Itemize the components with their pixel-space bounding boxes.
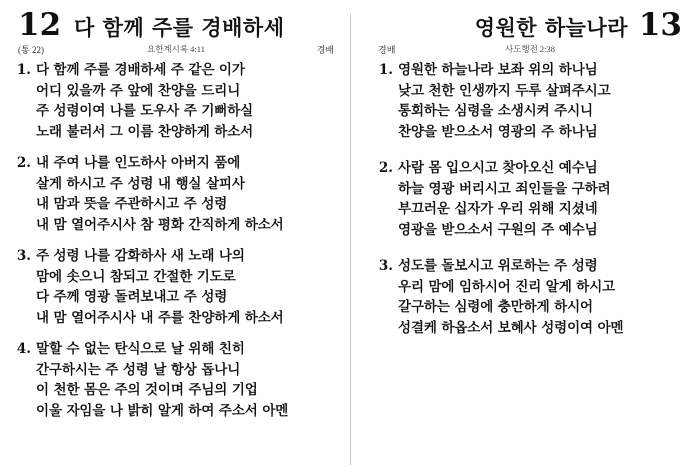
hymn-number-left: 12 — [18, 7, 62, 43]
hymn-column-right — [350, 7, 688, 469]
verse-line: 하늘 영광 버리시고 죄인들을 구하려 — [398, 180, 611, 197]
verse-line: 부끄러운 십자가 우리 위해 지셨네 — [398, 201, 598, 217]
verse-line: 내 맘과 뜻을 주관하시고 주 성령 — [36, 196, 228, 212]
verse-line: 갈구하는 심령에 충만하게 하시어 — [398, 299, 593, 315]
verse-line: 찬양을 받으소서 영광의 주 하나님 — [398, 123, 598, 140]
verse-line: 영원한 하늘나라 보좌 위의 하나님 — [398, 62, 598, 78]
verse-line: 주 성령 나를 감화하사 새 노래 나의 — [36, 248, 245, 264]
verse-line: 이울 자임을 나 밝히 알게 하여 주소서 아멘 — [36, 402, 289, 419]
hymn-meta-right — [372, 43, 688, 57]
verse — [16, 60, 340, 142]
verse — [16, 153, 340, 235]
verse-lines — [36, 339, 340, 421]
hymn-category-right: 경배 — [378, 45, 396, 55]
verse-number: 2. — [378, 160, 393, 176]
verse-list-left — [12, 60, 340, 421]
verse-line: 내 맘 열어주시사 참 평화 간직하게 하소서 — [36, 216, 284, 233]
verse — [376, 256, 688, 338]
verse-line: 맘에 솟으니 참되고 간절한 기도로 — [36, 268, 236, 285]
verse — [376, 158, 688, 240]
hymn-alt-number-left: (통 22) — [18, 45, 44, 55]
verse-lines — [36, 246, 340, 328]
verse — [16, 246, 340, 328]
hymn-number-right: 13 — [638, 7, 682, 43]
verse-line: 낮고 천한 인생까지 두루 살펴주시고 — [398, 82, 611, 99]
verse-line: 주 성령이여 나를 도우사 주 기뻐하실 — [36, 103, 254, 119]
hymn-title-right: 영원한 하늘나라 — [474, 15, 628, 40]
verse-line: 말할 수 없는 탄식으로 날 위해 친히 — [36, 341, 245, 357]
verse-number: 1. — [378, 62, 393, 78]
verse-line: 내 주여 나를 인도하사 아버지 품에 — [36, 155, 241, 171]
verse-lines — [398, 256, 688, 338]
hymn-column-left — [12, 7, 350, 469]
verse-lines — [398, 60, 688, 142]
verse — [16, 339, 340, 421]
verse — [376, 60, 688, 142]
verse-lines — [398, 158, 688, 240]
verse-number: 3. — [16, 248, 31, 264]
verse-line: 성도를 돌보시고 위로하는 주 성령 — [398, 258, 598, 274]
verse-number: 2. — [16, 155, 31, 171]
verse-line: 영광을 받으소서 구원의 주 예수님 — [398, 221, 598, 238]
verse-number: 1. — [16, 62, 31, 78]
verse-line: 통회하는 심령을 소생시켜 주시니 — [398, 103, 593, 119]
hymn-scripture-left: 요한계시록 4:11 — [147, 44, 205, 54]
verse-list-right — [372, 60, 688, 338]
verse-line: 다 주께 영광 돌려보내고 주 성령 — [36, 289, 228, 305]
verse-number: 3. — [378, 258, 393, 274]
verse-line: 성결케 하옵소서 보혜사 성령이여 아멘 — [398, 319, 624, 336]
verse-line: 우리 맘에 임하시어 진리 알게 하시고 — [398, 278, 616, 295]
verse-lines — [36, 153, 340, 235]
verse-line: 이 천한 몸은 주의 것이며 주님의 기업 — [36, 382, 258, 398]
hymn-header-left — [12, 7, 340, 58]
verse-line: 사람 몸 입으시고 찾아오신 예수님 — [398, 160, 598, 176]
hymn-category-left: 경배 — [316, 45, 334, 55]
hymn-meta-left — [12, 43, 340, 57]
verse-number: 4. — [16, 341, 31, 357]
verse-line: 노래 불러서 그 이름 찬양하게 하소서 — [36, 123, 254, 140]
hymn-title-left: 다 함께 주를 경배하세 — [74, 15, 285, 40]
verse-line: 내 맘 열어주시사 내 주를 찬양하게 하소서 — [36, 309, 284, 326]
verse-line: 어디 있을까 주 앞에 찬양을 드리니 — [36, 82, 241, 99]
verse-lines — [36, 60, 340, 142]
hymn-header-right — [372, 7, 688, 58]
column-divider — [350, 14, 351, 465]
verse-line: 간구하시는 주 성령 날 항상 돕나니 — [36, 361, 241, 378]
verse-line: 다 함께 주를 경배하세 주 같은 이가 — [36, 62, 245, 78]
hymn-scripture-right: 사도행전 2:38 — [504, 44, 556, 54]
verse-line: 살게 하시고 주 성령 내 행실 살피사 — [36, 175, 245, 192]
